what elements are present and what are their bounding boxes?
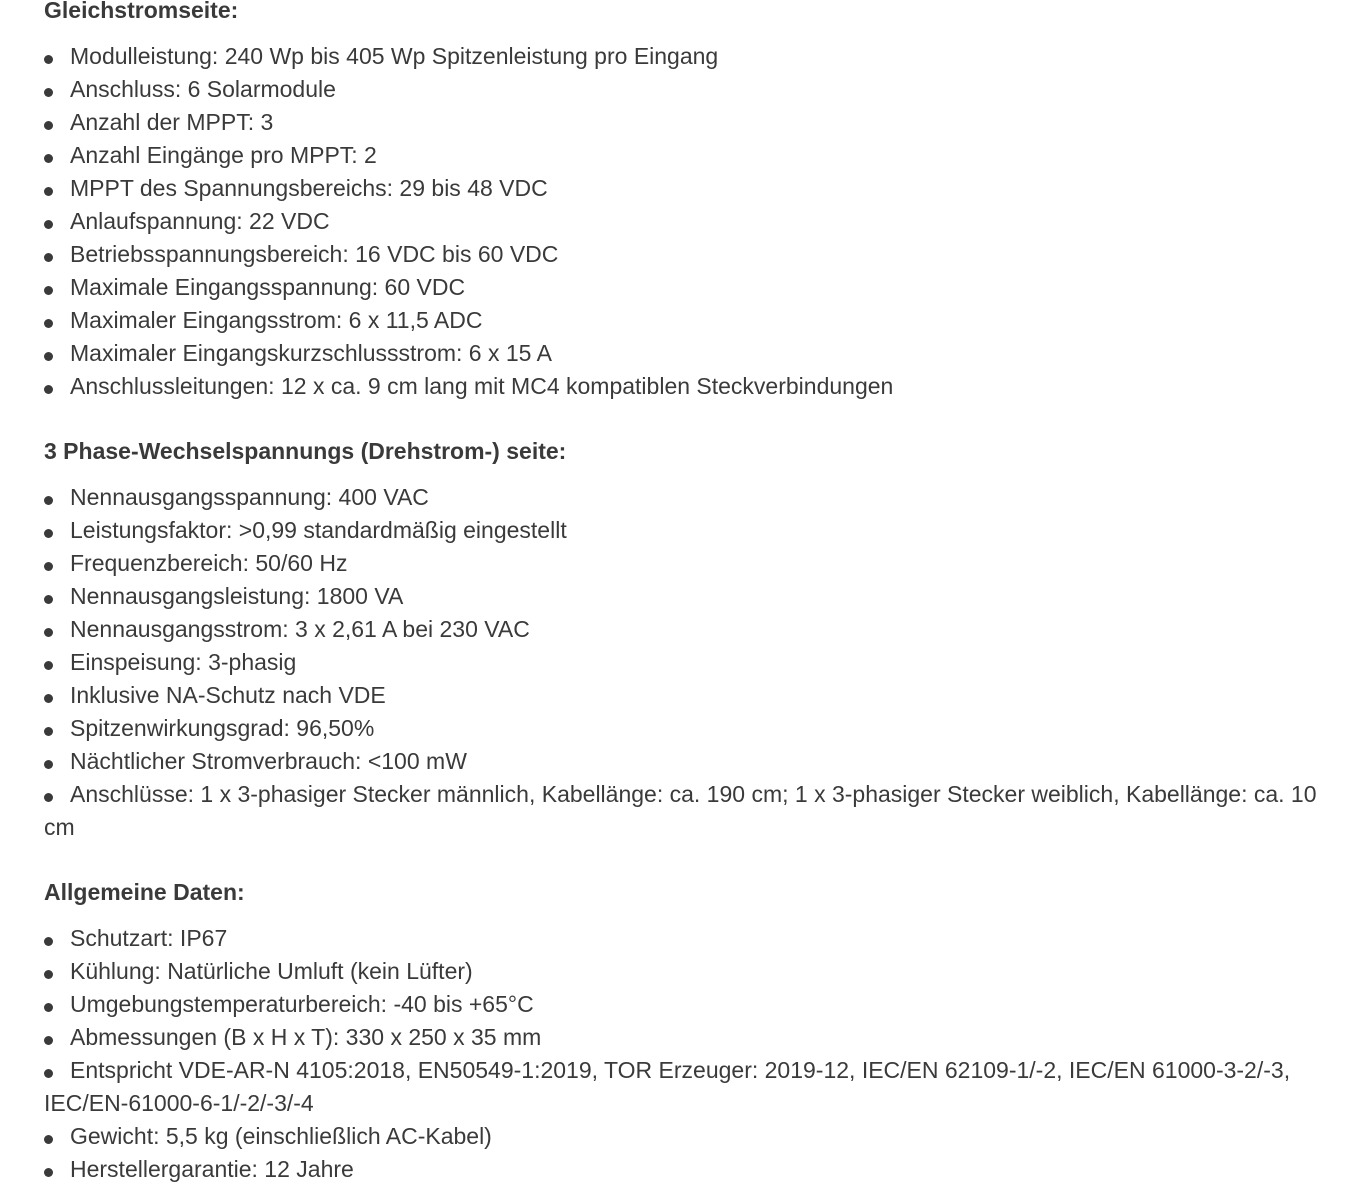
bullet-icon <box>44 595 53 604</box>
list-item-text: Abmessungen (B x H x T): 330 x 250 x 35 mm <box>70 1024 542 1050</box>
list-item-text: Nennausgangsspannung: 400 VAC <box>70 484 429 510</box>
list-item <box>44 139 1337 172</box>
list-item-text: Schutzart: IP67 <box>70 925 228 951</box>
list-item-text: Maximaler Eingangsstrom: 6 x 11,5 ADC <box>70 307 483 333</box>
list-item <box>44 922 1337 955</box>
list-item-text: Leistungsfaktor: >0,99 standardmäßig eingestellt <box>70 517 567 543</box>
bullet-icon <box>44 88 53 97</box>
list-item-text: Entspricht VDE-AR-N 4105:2018, EN50549-1:2019, TOR Erzeuger: 2019-12, IEC/EN 62109-1/-2, IEC/EN 61000-3-2/-3, IEC/EN-61000-6-1/-2/-3/-4 <box>44 1057 1291 1116</box>
bullet-icon <box>44 187 53 196</box>
list-item <box>44 1021 1337 1054</box>
list-item <box>44 514 1337 547</box>
bullet-icon <box>44 385 53 394</box>
bullet-icon <box>44 121 53 130</box>
list-item <box>44 481 1337 514</box>
list-item <box>44 304 1337 337</box>
list-item-text: Kühlung: Natürliche Umluft (kein Lüfter) <box>70 958 473 984</box>
list-item <box>44 205 1337 238</box>
list-item <box>44 580 1337 613</box>
bullet-icon <box>44 793 53 802</box>
list-item-text: Nennausgangsleistung: 1800 VA <box>70 583 404 609</box>
bullet-icon <box>44 760 53 769</box>
bullet-icon <box>44 1069 53 1078</box>
list-item-text: Einspeisung: 3-phasig <box>70 649 297 675</box>
bullet-icon <box>44 970 53 979</box>
list-item-text: Maximale Eingangsspannung: 60 VDC <box>70 274 466 300</box>
section-heading-dc: Gleichstromseite: <box>44 0 239 23</box>
list-item <box>44 745 1337 778</box>
list-item <box>44 172 1337 205</box>
list-item <box>44 955 1337 988</box>
bullet-icon <box>44 496 53 505</box>
list-item <box>44 370 1337 403</box>
bullet-icon <box>44 352 53 361</box>
list-item-text: Anschlüsse: 1 x 3-phasiger Stecker männlich, Kabellänge: ca. 190 cm; 1 x 3-phasiger Stecker weiblich, Kabellänge: ca. 10 cm <box>44 781 1317 840</box>
spec-list-ac <box>44 481 1337 844</box>
list-item <box>44 1153 1337 1186</box>
spec-list-general <box>44 922 1337 1186</box>
list-item-text: Umgebungstemperaturbereich: -40 bis +65°C <box>70 991 534 1017</box>
list-item-text: Inklusive NA-Schutz nach VDE <box>70 682 386 708</box>
bullet-icon <box>44 529 53 538</box>
bullet-icon <box>44 55 53 64</box>
bullet-icon <box>44 727 53 736</box>
list-item <box>44 271 1337 304</box>
list-item <box>44 547 1337 580</box>
list-item <box>44 712 1337 745</box>
spec-list-dc <box>44 40 1337 403</box>
list-item-text: Spitzenwirkungsgrad: 96,50% <box>70 715 375 741</box>
list-item-text: Anschlussleitungen: 12 x ca. 9 cm lang mit MC4 kompatiblen Steckverbindungen <box>70 373 894 399</box>
section-heading-ac: 3 Phase-Wechselspannungs (Drehstrom-) seite: <box>44 438 567 464</box>
list-item-text: Herstellergarantie: 12 Jahre <box>70 1156 354 1182</box>
list-item-text: Gewicht: 5,5 kg (einschließlich AC-Kabel) <box>70 1123 492 1149</box>
list-item <box>44 238 1337 271</box>
bullet-icon <box>44 154 53 163</box>
list-item <box>44 988 1337 1021</box>
list-item-text: Anzahl Eingänge pro MPPT: 2 <box>70 142 377 168</box>
bullet-icon <box>44 628 53 637</box>
bullet-icon <box>44 253 53 262</box>
bullet-icon <box>44 694 53 703</box>
list-item <box>44 679 1337 712</box>
list-item-text: Anzahl der MPPT: 3 <box>70 109 274 135</box>
bullet-icon <box>44 1003 53 1012</box>
bullet-icon <box>44 286 53 295</box>
list-item <box>44 73 1337 106</box>
list-item <box>44 778 1337 844</box>
list-item <box>44 646 1337 679</box>
bullet-icon <box>44 562 53 571</box>
list-item-text: Frequenzbereich: 50/60 Hz <box>70 550 348 576</box>
list-item-text: Nennausgangsstrom: 3 x 2,61 A bei 230 VAC <box>70 616 530 642</box>
list-item-text: Maximaler Eingangskurzschlussstrom: 6 x 15 A <box>70 340 552 366</box>
list-item <box>44 40 1337 73</box>
bullet-icon <box>44 1168 53 1177</box>
list-item-text: Betriebsspannungsbereich: 16 VDC bis 60 VDC <box>70 241 559 267</box>
list-item <box>44 106 1337 139</box>
bullet-icon <box>44 220 53 229</box>
list-item <box>44 337 1337 370</box>
list-item <box>44 1054 1337 1120</box>
list-item <box>44 613 1337 646</box>
section-heading-general: Allgemeine Daten: <box>44 879 245 905</box>
list-item <box>44 1120 1337 1153</box>
bullet-icon <box>44 1036 53 1045</box>
list-item-text: Anlaufspannung: 22 VDC <box>70 208 330 234</box>
bullet-icon <box>44 661 53 670</box>
bullet-icon <box>44 319 53 328</box>
list-item-text: MPPT des Spannungsbereichs: 29 bis 48 VDC <box>70 175 548 201</box>
bullet-icon <box>44 937 53 946</box>
list-item-text: Anschluss: 6 Solarmodule <box>70 76 336 102</box>
bullet-icon <box>44 1135 53 1144</box>
list-item-text: Nächtlicher Stromverbrauch: <100 mW <box>70 748 467 774</box>
list-item-text: Modulleistung: 240 Wp bis 405 Wp Spitzenleistung pro Eingang <box>70 43 719 69</box>
